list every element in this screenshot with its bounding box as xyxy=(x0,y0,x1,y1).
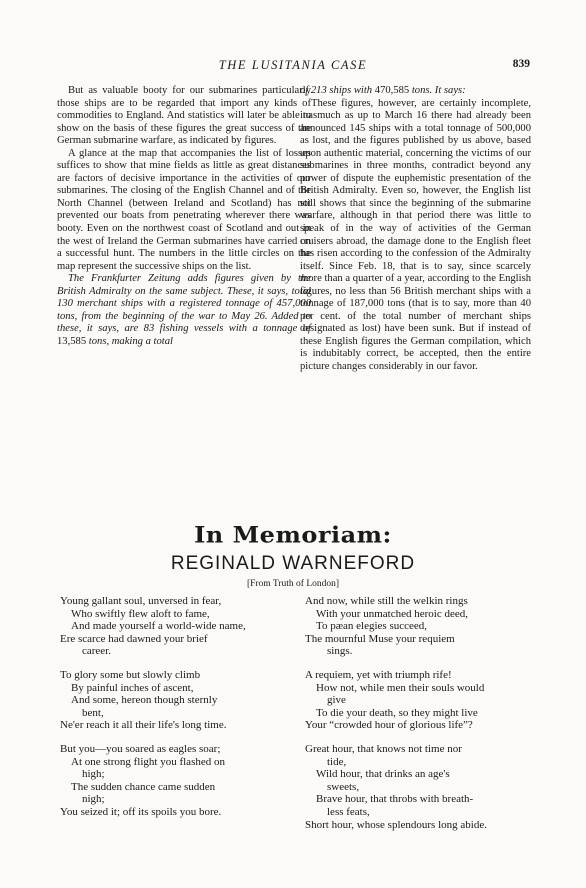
poem-line: With your unmatched heroic deed, xyxy=(316,607,468,620)
page-number: 839 xyxy=(512,58,530,70)
left-column xyxy=(57,85,311,348)
poem-line: How not, while men their souls would xyxy=(316,681,485,694)
poem-line: Who swiftly flew aloft to fame, xyxy=(71,607,210,620)
poem-line: Wild hour, that drinks an age's xyxy=(316,768,450,781)
left-paragraph-3 xyxy=(57,273,311,348)
poem-line: Your “crowded hour of glorious life”? xyxy=(305,719,473,732)
poem-line: bent, xyxy=(82,706,104,719)
poem-line: less feats, xyxy=(327,805,370,818)
right-paragraph-1-tail: tons. It says: xyxy=(409,85,466,96)
left-paragraph-1: But as valuable booty for our submarines particularly those ships are to be regarded that import any kinds of commodities to England. And statistics will later be able to show on the basis of these figures the great success of the German submarine warfare, as indicated by figures. xyxy=(57,85,311,147)
running-title: THE LUSITANIA CASE xyxy=(218,58,368,72)
poem-line: sweets, xyxy=(327,780,360,793)
poem-line: high; xyxy=(82,768,105,781)
poem-line: To die your death, so they might live xyxy=(316,706,478,719)
poem-line: And made yourself a world-wide name, xyxy=(71,620,246,633)
poem-stanza xyxy=(60,669,292,732)
poem-line: And now, while still the welkin rings xyxy=(305,595,468,607)
poem-stanza xyxy=(60,743,292,819)
poem-line: A requiem, yet with triumph rife! xyxy=(305,668,452,681)
poem-line: Brave hour, that throbs with breath- xyxy=(316,793,474,806)
poem-line: You seized it; off its spoils you bore. xyxy=(60,805,222,818)
poem-line: nigh; xyxy=(82,793,105,806)
poem-line: Great hour, that knows not time nor xyxy=(305,742,462,755)
left-paragraph-3-tail: tons, making a total xyxy=(86,335,173,347)
poem-stanza xyxy=(305,743,533,831)
poem-stanza xyxy=(305,595,533,658)
poem-line: But you—you soared as eagles soar; xyxy=(60,742,221,755)
poem-line: Young gallant soul, unversed in fear, xyxy=(60,595,222,607)
poem-line: To glory some but slowly climb xyxy=(60,668,201,681)
poem-line: The sudden chance came sudden xyxy=(71,780,216,793)
poem-line: Short hour, whose splendours long abide. xyxy=(305,818,487,831)
page-header xyxy=(0,58,586,76)
left-paragraph-2: A glance at the map that accompanies the list of losses suffices to show that mine fields as little as great distances are factors of decisive importance in the activities of our submarines. The closing of the English Channel and of the North Channel (between Ireland and Scotland) has not prevented our boats from penetrating wherever there was booty. Even on the northwest coast of Scotland and out in the west of Ireland the German submarines have carried on a successful hunt. The numbers in the little circles on the map represent the successive ships on the list. xyxy=(57,147,311,272)
left-paragraph-3-italic: The Frankfurter Zeitung adds figures given by the British Admiralty on the same subject. These, it says, total 130 merchant ships with a registered tonnage of 457,000 tons, from the beginning of the war to May 26. Added to these, it says, are 83 fishing vessels with a tonnage of xyxy=(57,273,311,335)
total-tonnage-figure: 470,585 xyxy=(374,85,410,96)
poem-line: career. xyxy=(82,645,111,658)
poem-line: The mournful Muse your requiem xyxy=(305,632,455,645)
poem-source: [From Truth of London] xyxy=(246,579,340,589)
poem-stanza xyxy=(305,669,533,732)
right-paragraph-2: These figures, however, are certainly incomplete, inasmuch as up to March 16 there had already been announced 145 ships with a total tonnage of 500,000 as lost, and the figures published by us above, based upon authentic material, concerning the victims of our submarines in three months, contradict beyond any power of dispute the euphemistic presentation of the British Admiralty. Even so, however, the English list still shows that since the beginning of the submarine warfare, although in that period there was little to speak of in the way of activities of the German cruisers abroad, the damage done to the English fleet has risen according to the confession of the Admiralty itself. Since Feb. 18, that is to say, since scarcely more than a quarter of a year, according to the English figures, no less than 56 British merchant ships with a tonnage of 187,000 tons (that is to say, more than 40 per cent. of the total number of merchant ships designated as lost) have been sunk. But if instead of these English figures the German compilation, which is indubitably correct, be accepted, then the entire picture changes considerably in our favor. xyxy=(300,97,531,373)
right-paragraph-1-italic: of 213 ships with xyxy=(300,85,375,96)
poem-line: give xyxy=(327,694,346,707)
poem-stanza xyxy=(60,595,292,658)
poem-right-column xyxy=(305,595,533,842)
poem-title: REGINALD WARNEFORD xyxy=(170,553,416,574)
right-paragraph-1 xyxy=(300,85,531,98)
poem-line: sings. xyxy=(327,645,353,658)
right-column xyxy=(300,85,531,374)
tonnage-figure: 13,585 xyxy=(57,335,87,347)
poem-line: At one strong flight you flashed on xyxy=(71,755,225,768)
poem-line: To pæan elegies succeed, xyxy=(316,620,428,633)
poem-line: And some, hereon though sternly xyxy=(71,694,218,707)
poem-left-column xyxy=(60,595,292,830)
poem-line: By painful inches of ascent, xyxy=(71,681,194,694)
poem-line: Ere scarce had dawned your brief xyxy=(60,632,208,645)
memoriam-heading: In Memoriam: xyxy=(194,521,392,548)
poem-line: tide, xyxy=(327,755,347,768)
poem-line: Ne'er reach it all their life's long time. xyxy=(60,719,227,732)
